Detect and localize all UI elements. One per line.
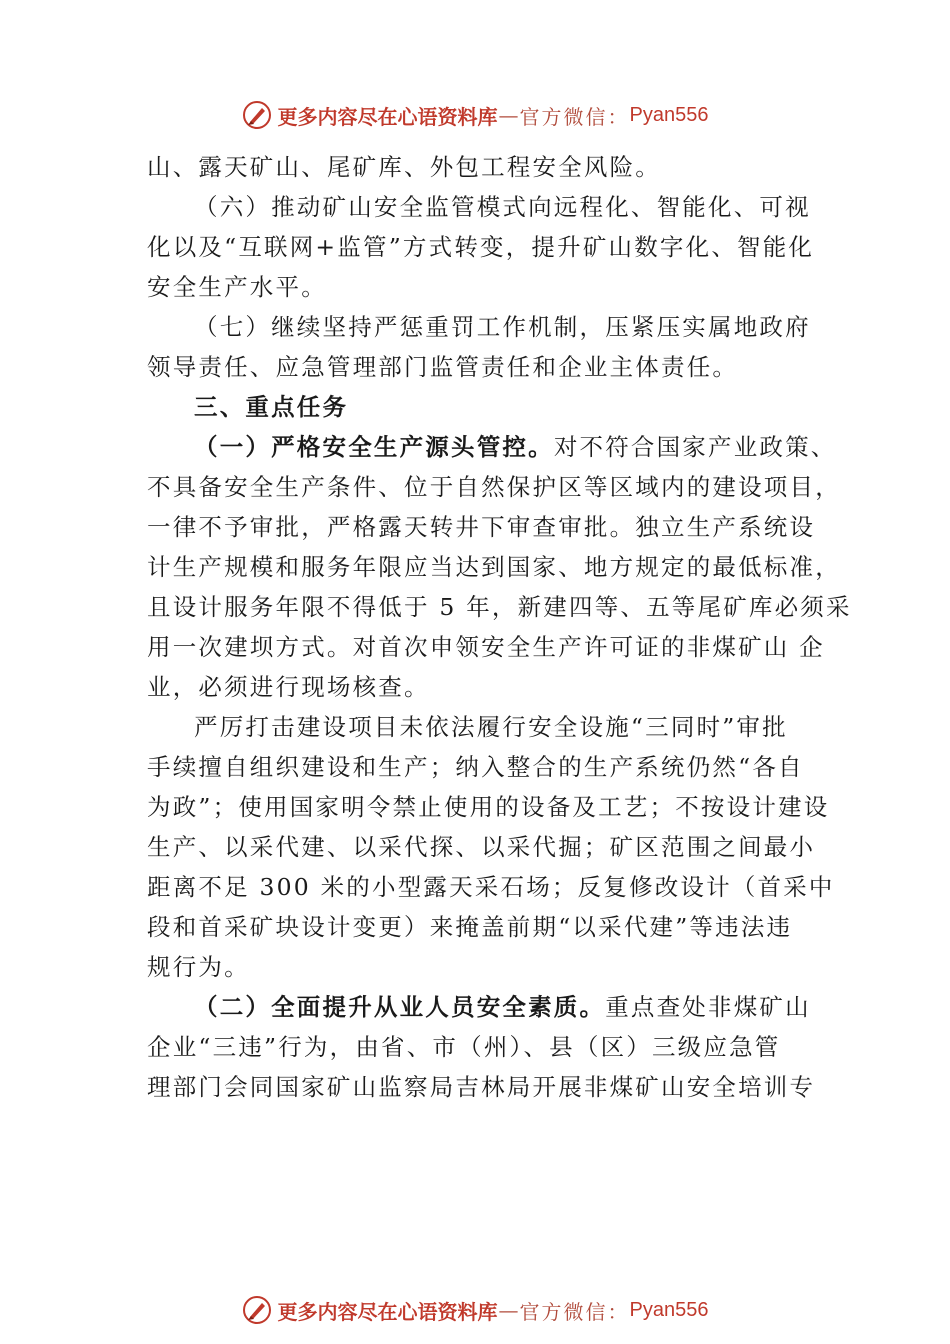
subheading-1: （一）严格安全生产源头管控。 — [194, 433, 554, 461]
text-line: 理部门会同国家矿山监察局吉林局开展非煤矿山安全培训专 — [147, 1073, 816, 1101]
text-line: 安全生产水平。 — [147, 273, 327, 301]
text-line — [194, 987, 950, 1027]
text-line: 为政”；使用国家明令禁止使用的设备及工艺；不按设计建设 — [147, 793, 830, 821]
document-body — [0, 147, 950, 1107]
text-run: 对不符合国家产业政策、 — [553, 433, 837, 461]
text-line: 且设计服务年限不得低于 5 年，新建四等、五等尾矿库必须采 — [147, 593, 852, 621]
footer-separator: — — [498, 1298, 519, 1322]
subheading-2: （二）全面提升从业人员安全素质。 — [194, 993, 606, 1021]
text-line — [194, 427, 950, 467]
text-line: 计生产规模和服务年限应当达到国家、地方规定的最低标准， — [147, 553, 841, 581]
text-run: 重点查处非煤矿山 — [605, 993, 811, 1021]
text-line: 段和首采矿块设计变更）来掩盖前期“以采代建”等违法违 — [147, 913, 793, 941]
footer-banner — [0, 1292, 950, 1328]
section-heading: 三、重点任务 — [194, 393, 349, 421]
header-library-name: 更多内容尽在心语资料库 — [277, 104, 498, 129]
text-line: （六）推动矿山安全监管模式向远程化、智能化、可视 — [194, 193, 811, 221]
text-line: 生产、以采代建、以采代探、以采代掘；矿区范围之间最小 — [147, 833, 816, 861]
text-line: （七）继续坚持严惩重罚工作机制，压紧压实属地政府 — [194, 313, 811, 341]
footer-wechat-label: 官方微信： — [519, 1299, 630, 1324]
text-line: 一律不予审批，严格露天转井下审查审批。独立生产系统设 — [147, 513, 816, 541]
text-line: 规行为。 — [147, 953, 250, 981]
text-line: 领导责任、应急管理部门监管责任和企业主体责任。 — [147, 353, 739, 381]
text-line: 手续擅自组织建设和生产；纳入整合的生产系统仍然“各自 — [147, 753, 804, 781]
text-line: 距离不足 300 米的小型露天采石场；反复修改设计（首采中 — [147, 873, 835, 901]
text-line: 山、露天矿山、尾矿库、外包工程安全风险。 — [147, 153, 661, 181]
header-wechat-id: Pyan556 — [629, 103, 709, 126]
pen-logo-icon — [242, 1295, 272, 1325]
text-line: 不具备安全生产条件、位于自然保护区等区域内的建设项目， — [147, 473, 841, 501]
text-line: 业，必须进行现场核查。 — [147, 673, 430, 701]
text-line: 企业“三违”行为，由省、市（州）、县（区）三级应急管 — [147, 1033, 781, 1061]
text-line: 用一次建坝方式。对首次申领安全生产许可证的非煤矿山 企 — [147, 633, 825, 661]
header-banner — [0, 97, 950, 133]
pen-logo-icon — [242, 100, 272, 130]
footer-wechat-id: Pyan556 — [629, 1298, 709, 1321]
text-line: 化以及“互联网+监管”方式转变，提升矿山数字化、智能化 — [147, 233, 815, 261]
text-line: 严厉打击建设项目未依法履行安全设施“三同时”审批 — [194, 713, 788, 741]
footer-library-name: 更多内容尽在心语资料库 — [277, 1299, 498, 1324]
header-separator: — — [498, 103, 519, 127]
header-wechat-label: 官方微信： — [519, 104, 630, 129]
